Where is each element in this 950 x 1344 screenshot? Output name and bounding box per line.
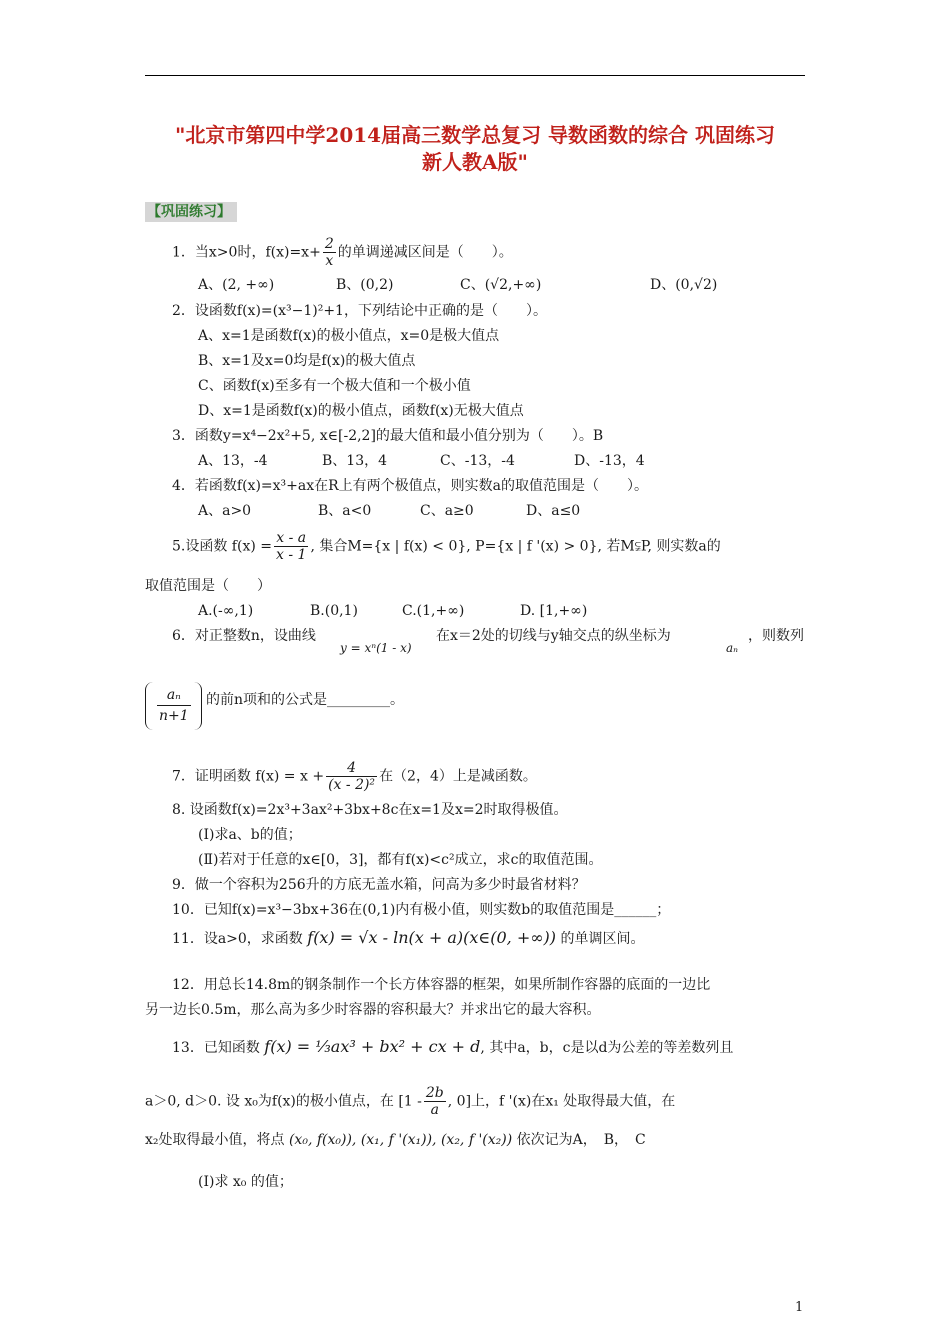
q1-stem — [172, 236, 513, 269]
q3-stem: 3．函数y=x⁴−2x²+5, x∈[-2,2]的最大值和最小值分别为（ ）。B — [172, 428, 604, 444]
q13-part1: (I)求 x₀ 的值； — [198, 1174, 293, 1190]
q2-option-b: B、x=1及x=0均是f(x)的极大值点 — [198, 353, 416, 369]
q13-formula: f(x) = ⅓ax³ + bx² + cx + d — [264, 1037, 481, 1056]
q9-stem: 9．做一个容积为256升的方底无盖水箱，问高为多少时最省材料？ — [172, 877, 586, 893]
q5-fraction — [274, 530, 308, 563]
q6-stem-c: ，则数列 — [748, 628, 804, 644]
q5-option-b: B.(0,1) — [310, 603, 358, 619]
q13-line3 — [145, 1130, 646, 1150]
q5-option-c: C.(1,+∞) — [402, 603, 465, 619]
q8-part1: (Ⅰ)求a、b的值； — [198, 827, 302, 843]
q5-stem-b: , 集合M={x | f(x) < 0}, P={x | f '(x) > 0}, 若M⫋P, 则实数a的 — [310, 538, 721, 555]
q1-stem-a: 1．当x>0时，f(x)=x+ — [172, 244, 321, 261]
q7-stem-b: 在（2，4）上是减函数。 — [379, 768, 537, 785]
q7-stem — [172, 760, 537, 793]
q12-line1: 12．用总长14.8m的钢条制作一个长方体容器的框架，如果所制作容器的底面的一边比 — [172, 977, 711, 993]
q11-stem — [172, 928, 645, 949]
q1-fraction — [323, 236, 336, 269]
q3-option-b: B、13，4 — [322, 453, 388, 469]
q6-stem-a: 6．对正整数n，设曲线 — [172, 628, 316, 644]
q3-option-d: D、-13，4 — [574, 453, 645, 469]
q13-line3-a: x₂处取得最小值，将点 — [145, 1132, 285, 1148]
q5-frac-den: x - 1 — [276, 547, 307, 563]
doc-title-line1: "北京市第四中学2014届高三数学总复习 导数函数的综合 巩固练习 — [174, 123, 775, 147]
q2-stem: 2．设函数f(x)=(x³−1)²+1，下列结论中正确的是（ ）。 — [172, 303, 547, 319]
q11-stem-a: 11．设a>0，求函数 — [172, 931, 303, 947]
section-label: 【巩固练习】 — [145, 202, 237, 222]
q2-option-d: D、x=1是函数f(x)的极小值点，函数f(x)无极大值点 — [198, 403, 524, 419]
q6-curve: y = xⁿ(1 - x) — [340, 641, 412, 655]
q5-frac-num: x - a — [274, 530, 308, 547]
q5-option-a: A.(-∞,1) — [198, 603, 254, 619]
q11-stem-b: 的单调区间。 — [560, 931, 645, 947]
q7-stem-a: 7．证明函数 f(x) = x + — [172, 768, 325, 785]
q6-an: aₙ — [726, 641, 739, 655]
q5-option-d: D. [1,+∞) — [520, 603, 588, 619]
q6-seq-num: aₙ — [157, 685, 191, 706]
q8-part2: (Ⅱ)若对于任意的x∈[0，3]，都有f(x)<c²成立，求c的取值范围。 — [198, 852, 603, 868]
q13-line2-a: a＞0, d＞0. 设 x₀为f(x)的极小值点，在 [1 - — [145, 1093, 422, 1110]
q13-frac-den: a — [430, 1102, 439, 1118]
q1-frac-num: 2 — [324, 236, 334, 252]
q13-line3-b: 依次记为A， B， C — [516, 1132, 646, 1148]
q13-line2-b: , 0]上，f '(x)在x₁ 处取得最大值，在 — [447, 1093, 676, 1110]
q1-option-b: B、(0,2) — [336, 277, 394, 293]
doc-title-line2: 新人教A版" — [422, 150, 528, 174]
q13-frac-num: 2b — [425, 1085, 444, 1101]
q4-option-d: D、a≤0 — [526, 503, 581, 519]
q11-formula: f(x) = √x - ln(x + a)(x∈(0, +∞)) — [307, 928, 557, 947]
q7-fraction — [326, 760, 377, 793]
q4-option-a: A、a>0 — [198, 503, 252, 519]
q1-frac-den: x — [325, 253, 334, 269]
q1-option-a: A、(2, +∞) — [198, 277, 275, 293]
q13-line2 — [145, 1085, 675, 1118]
q6-seq-den: n+1 — [159, 708, 189, 724]
q10-stem: 10．已知f(x)=x³−3bx+36在(0,1)内有极小值，则实数b的取值范围是______； — [172, 902, 671, 918]
page-number: 1 — [795, 1300, 804, 1315]
q4-option-c: C、a≥0 — [420, 503, 474, 519]
q4-stem: 4．若函数f(x)=x³+ax在R上有两个极值点，则实数a的取值范围是（ ）。 — [172, 478, 649, 494]
q12-line2: 另一边长0.5m，那么高为多少时容器的容积最大？并求出它的最大容积。 — [145, 1002, 601, 1018]
q3-option-c: C、-13，-4 — [440, 453, 515, 469]
q6-sequence-fraction — [155, 685, 193, 726]
q7-frac-den: (x - 2)² — [328, 777, 376, 793]
q2-option-c: C、函数f(x)至多有一个极大值和一个极小值 — [198, 378, 471, 394]
q8-stem: 8. 设函数f(x)=2x³+3ax²+3bx+8c在x=1及x=2时取得极值。 — [172, 802, 568, 818]
q3-option-a: A、13，-4 — [198, 453, 268, 469]
header-rule — [145, 75, 805, 76]
q13-stem-a: 13．已知函数 — [172, 1040, 260, 1056]
q13-stem-b: , 其中a，b，c是以d为公差的等差数列且 — [480, 1040, 734, 1056]
q4-option-b: B、a<0 — [318, 503, 372, 519]
q13-points: (x₀, f(x₀)), (x₁, f '(x₁)), (x₂, f '(x₂)) — [288, 1132, 513, 1148]
q1-option-d: D、(0,√2) — [650, 277, 718, 293]
q13-fraction — [424, 1085, 446, 1118]
q2-option-a: A、x=1是函数f(x)的极小值点，x=0是极大值点 — [198, 328, 500, 344]
q1-option-c: C、(√2,+∞) — [460, 277, 542, 293]
q7-frac-num: 4 — [326, 760, 377, 777]
q5-stem-c: 取值范围是（ ） — [145, 578, 271, 594]
q6-stem-d: 的前n项和的公式是_________。 — [206, 692, 405, 708]
q6-stem-b: 在x＝2处的切线与y轴交点的纵坐标为 — [436, 628, 671, 644]
q5-stem-a: 5.设函数 f(x) = — [172, 538, 272, 555]
q13-stem — [172, 1037, 733, 1058]
q1-stem-b: 的单调递减区间是（ ）。 — [337, 244, 513, 261]
q5-stem — [172, 530, 721, 563]
